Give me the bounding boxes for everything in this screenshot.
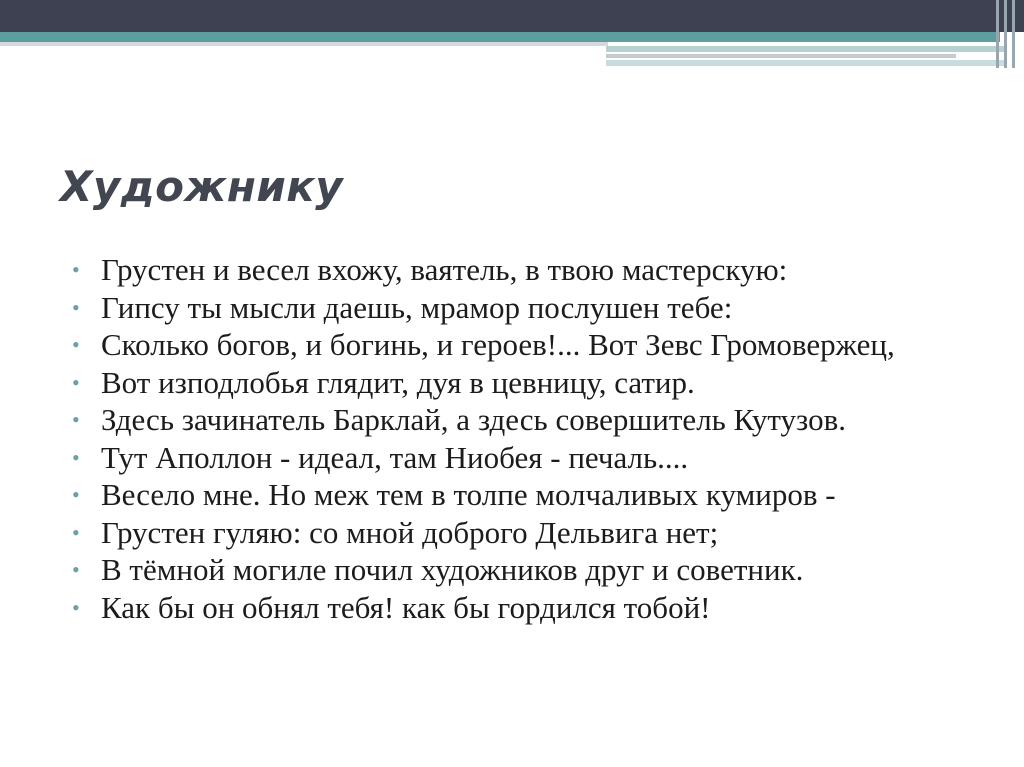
header-light-teal-bar-2 (606, 60, 1006, 66)
bullet-icon: • (72, 594, 80, 620)
header-dark-bar (0, 0, 1024, 32)
slide-title: Художнику (60, 162, 344, 211)
poem-line (72, 404, 972, 436)
bullet-icon: • (72, 294, 80, 320)
bullet-icon: • (72, 257, 80, 282)
header-teal-bar (0, 32, 1000, 42)
bullet-icon: • (72, 557, 80, 582)
poem-line (72, 514, 972, 550)
poem-line-text: Здесь зачинатель Барклай, а здесь совершитель Кутузов. (101, 402, 846, 437)
poem-line-text: Как бы он обнял тебя! как бы гордился тобой! (101, 589, 711, 625)
header-stripe (1004, 0, 1007, 68)
poem-line-text: В тёмной могиле почил художников друг и советник. (101, 552, 804, 587)
bullet-icon: • (72, 482, 80, 507)
bullet-icon: • (72, 369, 80, 395)
header-stripe (1012, 0, 1015, 68)
poem-line (72, 289, 972, 325)
poem-line-text: Грустен гуляю: со мной доброго Дельвига нет; (101, 514, 719, 550)
poem-line (72, 479, 972, 511)
header-light-teal-bar (606, 46, 1006, 52)
poem-lines (72, 254, 972, 629)
header-stripe (996, 0, 999, 68)
poem-line (72, 589, 972, 625)
bullet-icon: • (72, 519, 80, 545)
bullet-icon: • (72, 332, 80, 357)
poem-line (72, 254, 972, 286)
poem-line-text: Весело мне. Но меж тем в толпе молчаливых кумиров - (101, 477, 836, 512)
poem-line (72, 554, 972, 586)
bullet-icon: • (72, 444, 80, 470)
poem-line-text: Гипсу ты мысли даешь, мрамор послушен тебе: (101, 289, 733, 325)
header-grey-bar (0, 42, 608, 46)
poem-line (72, 439, 972, 475)
poem-line (72, 364, 972, 400)
header-light-grey-bar (606, 54, 956, 58)
poem-line-text: Вот изподлобья глядит, дуя в цевницу, сатир. (101, 364, 695, 400)
poem-line-text: Сколько богов, и богинь, и героев!... Вот Зевс Громовержец, (101, 327, 895, 362)
poem-line (72, 329, 972, 361)
poem-line-text: Тут Аполлон - идеал, там Ниобея - печаль.... (101, 439, 689, 475)
bullet-icon: • (72, 407, 80, 432)
poem-line-text: Грустен и весел вхожу, ваятель, в твою мастерскую: (101, 252, 788, 287)
